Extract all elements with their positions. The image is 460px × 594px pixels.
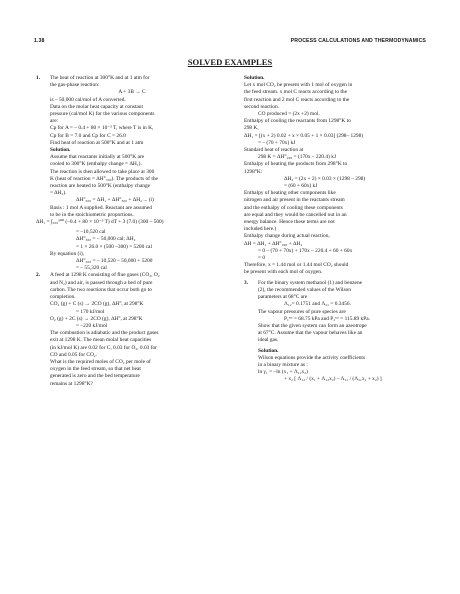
text-line: ideal gas. <box>258 337 279 344</box>
question-number: 2. <box>36 272 41 279</box>
text-line: oxygen in the feed stream, so that net heat <box>50 366 141 373</box>
text-line: ΔH°₅₀₀ = ΔH₁ + ΔH°₃₀₀ + ΔH₂ ... (i) <box>76 197 154 204</box>
text-line: second reaction. <box>244 103 280 110</box>
text-line: Solution. <box>258 347 279 354</box>
text-line: + x₂ [ Λ₁₂ / (x₁ + Λ₁₂x₂) – Λ₂₁ / (Λ₂₁x₁ + x₂) ] <box>284 376 382 383</box>
text-line: = –220 kJ/mol <box>76 322 108 329</box>
text-line: are: <box>50 118 59 125</box>
text-line: Therefore, x = 1.44 mol or 1.44 mol CO₂ should <box>244 262 349 269</box>
text-line: nitrogen and air present in the reactants stream <box>244 197 345 204</box>
text-line: ΔH₁ = ∫₅₀₀³⁰⁰ (–0.4 + 80 × 10⁻³ T) dT + 3 (7.0) (300 – 500) <box>36 219 164 226</box>
text-line: exit at 1298 K. The mean molal heat capacities <box>50 337 152 344</box>
text-line: Data on the molar heat capacity at constant <box>50 103 143 110</box>
text-line: The combustion is adiabatic and the product gases <box>50 330 159 337</box>
text-line: = –10,520 cal <box>76 229 106 236</box>
text-line: O₂ (g) + 2C (s) → 2CO (g), ΔH°ᵣ at 298°K <box>50 315 143 322</box>
text-line: the gas-phase reaction: <box>50 82 100 89</box>
text-line: ΔH°₅₀₀ = – 10,520 – 50,000 + 5200 <box>76 258 153 265</box>
text-line: The vapour pressures of pure species are <box>258 308 346 315</box>
text-line: generated is zero and the bed temperature <box>50 373 140 380</box>
text-line: = 1 × 26.0 × (500 –300) = 5200 cal <box>76 243 152 250</box>
text-line: 298 K = ΔH°₂₉₈ = (170x – 220.4) kJ <box>258 154 336 161</box>
text-line: K (heat of reaction = ΔH°₃₀₀). The products of the <box>50 175 158 182</box>
text-line: ΔH°₃₀₀ = – 50,000 cal; ΔH₂ <box>76 236 136 243</box>
text-line: Basis : 1 mol A supplied. Reactant are assumed <box>50 204 152 211</box>
text-line: The reaction is then allowed to take place at 300 <box>50 168 155 175</box>
text-line: remains at 1298°K? <box>50 380 93 387</box>
text-line: P₁ˢᵃᵗ = 68.75 kPa and P₂ˢᵃᵗ = 115.89 kPa. <box>284 315 370 322</box>
question-text: For the binary system methanol (1) and benzene <box>258 279 363 286</box>
text-line <box>244 280 436 287</box>
text-line: = (60 + 60x) kJ <box>284 183 318 190</box>
text-line: Show that the given system can form an azeotrope <box>258 322 367 329</box>
text-line: in a binary mixture as : <box>258 361 308 368</box>
section-title: SOLVED EXAMPLES <box>187 57 273 67</box>
text-line: completion. <box>50 294 76 301</box>
text-line: = – (70 + 70x) kJ <box>258 139 296 146</box>
text-line: reaction are heated to 500°K (enthalpy change <box>50 183 151 190</box>
text-line <box>36 75 228 82</box>
text-line: Enthalpy of heating the products from 298°K to <box>244 161 348 168</box>
text-line: By equation (i), <box>50 250 84 257</box>
text-line: Solution. <box>50 147 71 154</box>
left-column <box>36 75 228 388</box>
page-number: 1.38 <box>34 38 45 44</box>
text-line: ΔH₁ = [(x + 2) 0.02 + x × 0.05 + 1 × 0.03] (298– 1298) <box>244 132 364 139</box>
text-line: CO₂ (g) + C (s) → 2CO (g), ΔH°ᵣ at 298°K <box>50 301 144 308</box>
text-line: Cp for B = 7.0 and Cp for C = 26.0 <box>50 132 126 139</box>
text-line: = 170 kJ/mol <box>76 308 105 315</box>
text-line: = – 55,320 cal <box>76 265 107 272</box>
text-line: energy balance. Hence these terms are not <box>244 219 335 226</box>
text-line: Enthalpy of heating other components like <box>244 190 336 197</box>
text-line: ΔH = ΔH₁ + ΔH°₂₉₈ + ΔH₂ <box>244 240 303 247</box>
text-line: included here.) <box>244 226 277 233</box>
text-line: CO and 0.05 for CO₂. <box>50 351 98 358</box>
text-line: Let x mol CO₂ be present with 1 mol of oxygen in <box>244 82 353 89</box>
text-line: Cp for A = – 0.4 + 80 × 10⁻³ T, where T is in K, <box>50 125 154 132</box>
question-number: 3. <box>244 279 249 286</box>
text-line: is – 50,000 cal/mol of A converted. <box>50 96 126 103</box>
text-line: = 0 – (70 + 70x) + 170x – 220.4 + 60 + 60x <box>258 247 353 254</box>
text-line: Find heat of reaction at 500°K and at 1 atm <box>50 139 144 146</box>
text-line: at 67°C. Assume that the vapour behaves like an <box>258 330 363 337</box>
text-line: Enthalpy of cooling the reactants from 1298°K to <box>244 118 351 125</box>
text-line: and the enthalpy of cooling these components <box>244 204 343 211</box>
text-line: (in kJ/mol K) are 0.02 for C, 0.03 for O₂, 0.03 for <box>50 344 157 351</box>
text-line: = ΔH₂). <box>50 190 67 197</box>
question-text: The heat of reaction at 300°K and at 1 atm for <box>50 75 150 81</box>
page-header <box>34 38 426 44</box>
text-line: What is the required moles of CO₂ per mole of <box>50 358 151 365</box>
text-line: = 0 <box>258 255 266 262</box>
text-line: Λ₁₂= 0.1751 and Λ₂₁ = 0.3456. <box>284 301 351 308</box>
right-column <box>244 75 436 384</box>
text-line: Solution. <box>244 75 265 81</box>
text-line: ΔH₂ = (2x + 2) × 0.03 × (1298 – 298) <box>284 175 366 182</box>
text-line: 1298°K: <box>244 168 263 175</box>
text-line: Assume that reactants initially at 500°K are <box>50 154 145 161</box>
text-line: the feed stream. x mol C reacts according to the <box>244 89 347 96</box>
text-line: pressure (cal/mol K) for the various components <box>50 111 155 118</box>
question-text: A feed at 1298 K consisting of flue gases (CO₂, O₂ <box>50 272 160 279</box>
text-line: Standard heat of reaction at <box>244 147 304 154</box>
text-line: Wilson equations provide the activity coefficients <box>258 354 366 361</box>
text-line: cooled to 300°K (enthalpy change = ΔH₁). <box>50 161 142 168</box>
text-line: parameters at 68°C are <box>258 294 308 301</box>
text-line: CO produced = (2x +2) mol. <box>258 111 320 118</box>
text-line: 298 K, <box>244 125 259 132</box>
text-line: first reaction and 2 mol C reacts according to the <box>244 96 350 103</box>
text-line: be present with each mol of oxygen. <box>244 269 323 276</box>
text-line: ln γ₁ = –ln (x₁ + Λ₁₂x₂) <box>258 369 308 376</box>
text-line: are equal and they would be cancelled out in an <box>244 211 347 218</box>
text-line: carbon. The two reactions that occur both go to <box>50 286 152 293</box>
question-number: 1. <box>36 75 41 81</box>
text-line: (2), the recommended values of the Wilson <box>258 286 351 293</box>
text-line: Enthalpy change during actual reaction, <box>244 233 330 240</box>
text-line: A + 3B → C <box>118 89 146 96</box>
text-line: and N₂) and air, is passed through a bed of pure <box>50 279 153 286</box>
text-line: to be in the stoichiometric proportions. <box>50 211 134 218</box>
running-title: PROCESS CALCULATIONS AND THERMODYNAMICS <box>290 38 426 44</box>
text-line <box>36 272 228 279</box>
